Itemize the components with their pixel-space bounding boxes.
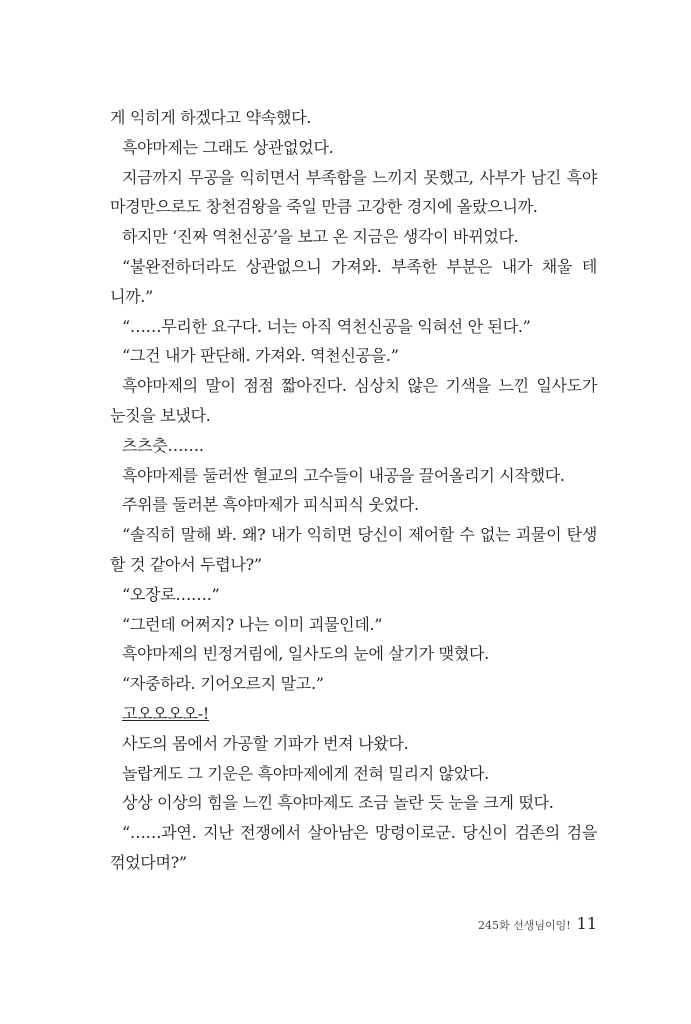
text-line: 게 익히게 하겠다고 약속했다. bbox=[110, 108, 312, 127]
text-line: “솔직히 말해 봐. 왜? 내가 익히면 당신이 제어할 수 없는 괴물이 탄생 bbox=[122, 525, 597, 545]
text-line: “……과연. 지난 전쟁에서 살아남은 망령이로군. 당신이 검존의 검을 bbox=[122, 823, 597, 843]
text-line: 사도의 몸에서 가공할 기파가 번져 나왔다. bbox=[122, 733, 409, 753]
text-line: 할 것 같아서 두렵나?” bbox=[110, 554, 262, 574]
text-line: 눈짓을 보냈다. bbox=[110, 405, 211, 425]
body-text bbox=[110, 103, 597, 878]
text-line: 지금까지 무공을 익히면서 부족함을 느끼지 못했고, 사부가 남긴 흑야 bbox=[122, 167, 597, 187]
text-line: “오장로…….” bbox=[122, 584, 220, 604]
text-line: 주위를 둘러본 흑야마제가 피식피식 웃었다. bbox=[122, 495, 419, 515]
text-line: 꺾었다며?” bbox=[110, 852, 187, 872]
page-footer bbox=[478, 914, 597, 933]
text-line: “그런데 어쩌지? 나는 이미 괴물인데.” bbox=[122, 614, 383, 634]
sound-effect-line bbox=[110, 699, 597, 729]
text-line: 마경만으로도 창천검왕을 죽일 만큼 고강한 경지에 올랐으니까. bbox=[110, 197, 538, 217]
text-line: 상상 이상의 힘을 느낀 흑야마제도 조금 놀란 듯 눈을 크게 떴다. bbox=[122, 793, 554, 813]
sound-effect-line: 츠츠츳……. bbox=[122, 435, 204, 455]
underlined-sound-effect: 고오오오오-! bbox=[122, 703, 210, 723]
text-line: 흑야마제는 그래도 상관없었다. bbox=[122, 137, 334, 157]
chapter-title: 245화 선생님이잉! bbox=[477, 919, 571, 932]
text-line: “그건 내가 판단해. 가져와. 역천신공을.” bbox=[122, 346, 399, 366]
page-number: 11 bbox=[576, 914, 597, 933]
text-line: “불완전하더라도 상관없으니 가져와. 부족한 부분은 내가 채울 테 bbox=[122, 256, 597, 276]
text-line: “……무리한 요구다. 너는 아직 역천신공을 익혀선 안 된다.” bbox=[122, 316, 531, 336]
text-line: 흑야마제의 말이 점점 짧아진다. 심상치 않은 기색을 느낀 일사도가 bbox=[122, 376, 597, 396]
text-line: 흑야마제의 빈정거림에, 일사도의 눈에 살기가 맺혔다. bbox=[122, 644, 489, 664]
text-line: 하지만 ‘진짜 역천신공’을 보고 온 지금은 생각이 바뀌었다. bbox=[122, 227, 519, 247]
text-line: 놀랍게도 그 기운은 흑야마제에게 전혀 밀리지 않았다. bbox=[122, 763, 489, 783]
text-line: 흑야마제를 둘러싼 혈교의 고수들이 내공을 끌어올리기 시작했다. bbox=[122, 465, 565, 485]
text-line: “자중하라. 기어오르지 말고.” bbox=[122, 674, 324, 694]
text-line: 니까.” bbox=[110, 286, 153, 306]
